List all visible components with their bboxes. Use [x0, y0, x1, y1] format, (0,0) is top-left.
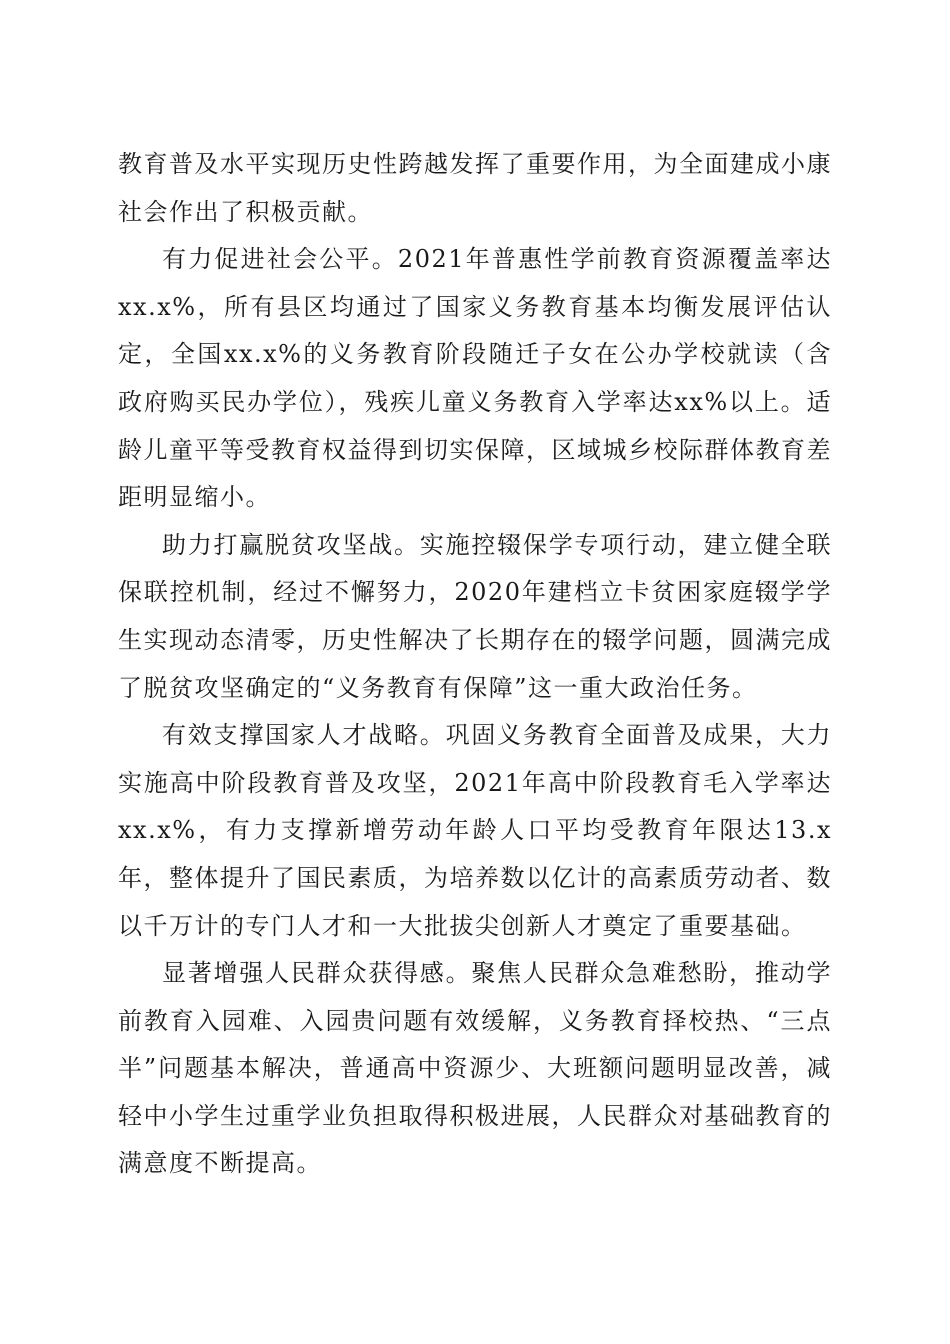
paragraph-public-satisfaction: 显著增强人民群众获得感。聚焦人民群众急难愁盼，推动学前教育入园难、入园贵问题有效缓解，义务教育择校热、“三点半”问题基本解决，普通高中资源少、大班额问题明显改善，减轻中小学生过重学业负担取得积极进展，人民群众对基础教育的满意度不断提高。 — [118, 959, 832, 1178]
paragraph-social-equity: 有力促进社会公平。2021年普惠性学前教育资源覆盖率达xx.x%，所有县区均通过了国家义务教育基本均衡发展评估认定，全国xx.x%的义务教育阶段随迁子女在公办学校就读（含政府购买民办学位），残疾儿童义务教育入学率达xx%以上。适龄儿童平等受教育权益得到切实保障，区域城乡校际群体教育差距明显缩小。 — [118, 245, 832, 512]
paragraph-continuation: 教育普及水平实现历史性跨越发挥了重要作用，为全面建成小康社会作出了积极贡献。 — [118, 150, 832, 226]
paragraph-talent-strategy: 有效支撑国家人才战略。巩固义务教育全面普及成果，大力实施高中阶段教育普及攻坚，2021年高中阶段教育毛入学率达xx.x%，有力支撑新增劳动年龄人口平均受教育年限达13.x年，整体提升了国民素质，为培养数以亿计的高素质劳动者、数以千万计的专门人才和一大批拔尖创新人才奠定了重要基础。 — [118, 721, 832, 940]
document-body — [118, 141, 832, 1188]
paragraph-poverty-alleviation: 助力打赢脱贫攻坚战。实施控辍保学专项行动，建立健全联保联控机制，经过不懈努力，2020年建档立卡贫困家庭辍学学生实现动态清零，历史性解决了长期存在的辍学问题，圆满完成了脱贫攻坚确定的“义务教育有保障”这一重大政治任务。 — [118, 530, 832, 702]
